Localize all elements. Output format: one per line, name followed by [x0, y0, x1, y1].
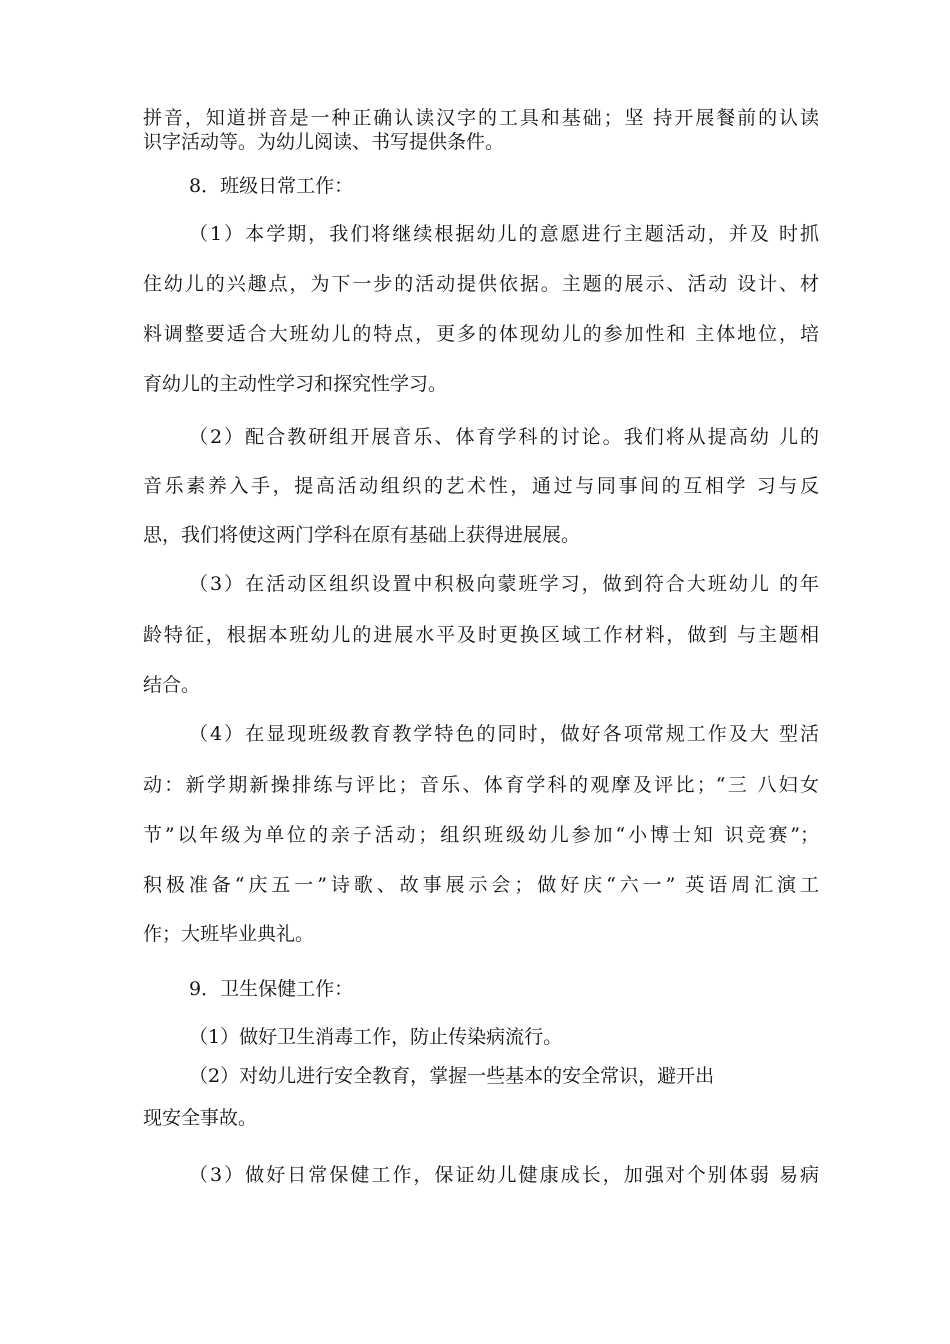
text-line: （4）在显现班级教育教学特色的同时，做好各项常规工作及大 型活 [189, 723, 819, 745]
text-line: 节”以年级为单位的亲子活动；组织班级幼儿参加“小博士知 识竞赛”； [143, 824, 819, 846]
text-line: 现安全事故。 [143, 1107, 258, 1129]
text-line: 拼音，知道拼音是一种正确认读汉字的工具和基础；坚 持开展餐前的认读 [143, 107, 819, 129]
text-line: 结合。 [143, 674, 201, 696]
text-line: 住幼儿的兴趣点，为下一步的活动提供依据。主题的展示、活动 设计、材 [143, 273, 819, 295]
section-heading: 9．卫生保健工作： [189, 978, 354, 1000]
text-line: 龄特征，根据本班幼儿的进展水平及时更换区域工作材料，做到 与主题相 [143, 624, 819, 646]
text-line: （3）在活动区组织设置中积极向蒙班学习，做到符合大班幼儿 的年 [189, 573, 819, 595]
text-line: 音乐素养入手，提高活动组织的艺术性，通过与同事间的互相学 习与反 [143, 475, 819, 497]
text-line: 料调整要适合大班幼儿的特点，更多的体现幼儿的参加性和 主体地位，培 [143, 323, 819, 345]
text-line: （2）对幼儿进行安全教育，掌握一些基本的安全常识，避开出 [189, 1065, 715, 1087]
text-line: （3）做好日常保健工作，保证幼儿健康成长，加强对个别体弱 易病 [189, 1164, 819, 1186]
text-line: 作；大班毕业典礼。 [143, 923, 315, 945]
text-line: 思，我们将使这两门学科在原有基础上获得进展展。 [143, 524, 581, 546]
text-line: 动：新学期新操排练与评比；音乐、体育学科的观摩及评比；“三 八妇女 [143, 774, 819, 796]
text-line: （2）配合教研组开展音乐、体育学科的讨论。我们将从提高幼 儿的 [189, 426, 819, 448]
text-line: 积极准备“庆五一”诗歌、故事展示会；做好庆“六一” 英语周汇演工 [143, 874, 819, 896]
text-line: 育幼儿的主动性学习和探究性学习。 [143, 373, 448, 395]
section-heading: 8．班级日常工作： [189, 175, 354, 197]
text-line: 识字活动等。为幼儿阅读、书写提供条件。 [143, 131, 505, 153]
text-line: （1）本学期，我们将继续根据幼儿的意愿进行主题活动，并及 时抓 [189, 223, 819, 245]
text-line: （1）做好卫生消毒工作，防止传染病流行。 [189, 1026, 563, 1048]
